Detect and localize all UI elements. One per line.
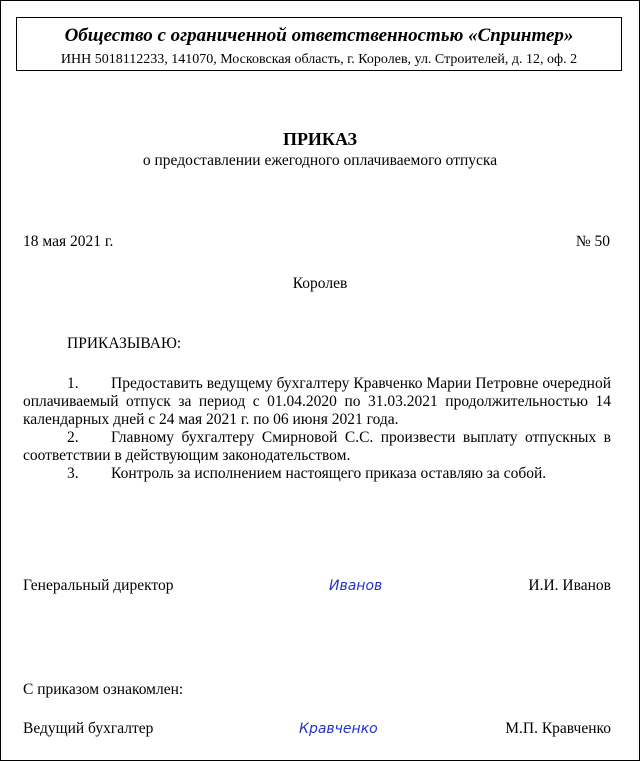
item-text: Предоставить ведущему бухгалтеру Кравченко Марии Петровне очередной оплачиваемый отпуск за период с 01.04.2020 по 31.03.2021 продолжительностью 14 календарных дней с 24 мая 2021 г. по 06 июня 2021 года. [23, 375, 611, 428]
director-signature: Иванов [329, 578, 383, 594]
item-number: 3. [67, 465, 79, 482]
item-number: 1. [67, 375, 79, 392]
order-heading: ПРИКАЗЫВАЮ: [67, 335, 182, 352]
item-text: Главному бухгалтеру Смирновой С.С. произвести выплату отпускных в соответствии в действующим законодательством. [23, 429, 611, 464]
item-number: 2. [67, 429, 79, 446]
item-text: Контроль за исполнением настоящего приказа оставляю за собой. [111, 465, 547, 482]
order-date: 18 мая 2021 г. [23, 233, 114, 250]
order-item [23, 375, 611, 429]
director-name: И.И. Иванов [528, 577, 611, 594]
company-name: Общество с ограниченной ответственностью «Спринтер» [64, 25, 574, 46]
document-subtitle: о предоставлении ежегодного оплачиваемого отпуска [142, 152, 498, 169]
acknowledgement-label: С приказом ознакомлен: [23, 681, 184, 698]
accountant-signature-row [23, 720, 611, 738]
accountant-name: М.П. Кравченко [505, 720, 611, 737]
order-items [23, 375, 611, 483]
company-details: ИНН 5018112233, 141070, Московская область, г. Королев, ул. Строителей, д. 12, оф. 2 [60, 52, 578, 67]
document-title: ПРИКАЗ [282, 129, 358, 149]
order-number: № 50 [575, 233, 610, 250]
accountant-signature: Кравченко [299, 721, 378, 737]
city: Королев [292, 275, 348, 292]
company-header [16, 17, 622, 71]
order-item [23, 429, 611, 465]
order-item [23, 465, 611, 483]
director-position: Генеральный директор [23, 577, 174, 594]
director-signature-row [23, 577, 611, 595]
accountant-position: Ведущий бухгалтер [23, 720, 154, 737]
